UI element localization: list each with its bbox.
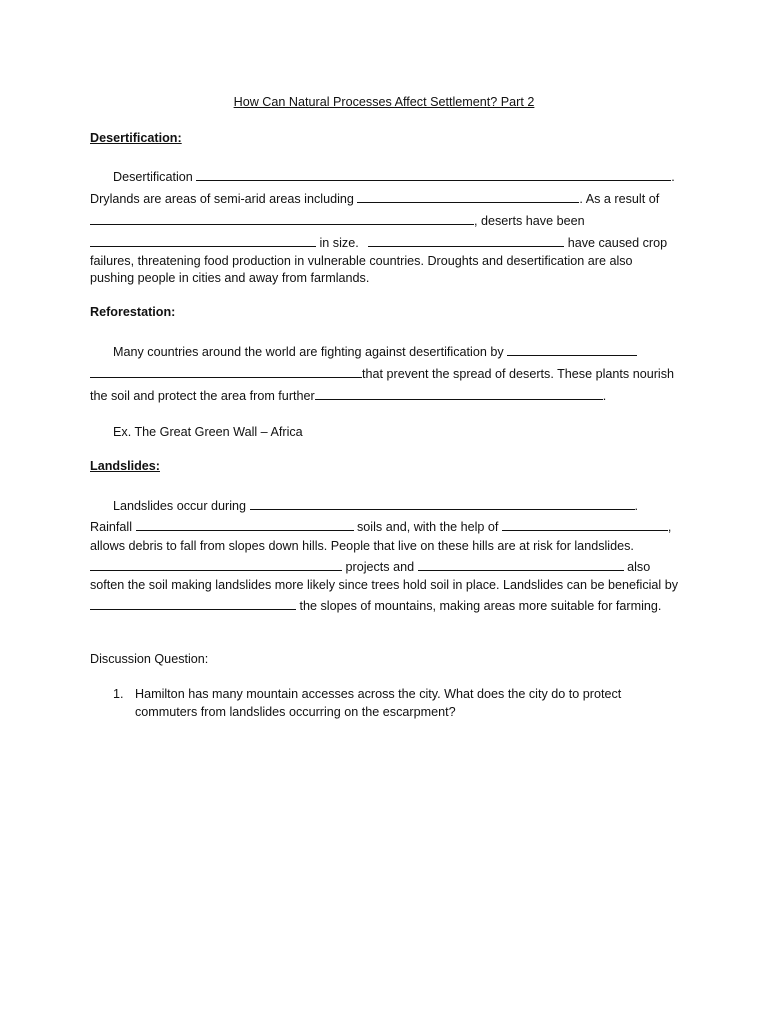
- discussion-heading: Discussion Question:: [90, 652, 209, 666]
- desertification-line-3: [90, 212, 585, 229]
- landslides-text: projects and: [345, 560, 415, 574]
- landslides-line-1: [113, 497, 638, 514]
- question-line-2: commuters from landslides occurring on the escarpment?: [135, 705, 456, 719]
- fill-blank[interactable]: [357, 190, 579, 203]
- landslides-text: soils and, with the help of: [357, 520, 499, 534]
- page-title: How Can Natural Processes Affect Settlement? Part 2: [233, 95, 535, 109]
- landslides-text: Landslides occur during: [113, 499, 247, 513]
- desertification-text: in size.: [319, 236, 359, 250]
- reforestation-text: Many countries around the world are fighting against desertification by: [113, 345, 504, 359]
- period: .: [671, 170, 675, 184]
- fill-blank[interactable]: [315, 387, 603, 400]
- fill-blank[interactable]: [90, 234, 316, 247]
- landslides-text: also: [627, 560, 651, 574]
- landslides-text: the slopes of mountains, making areas more suitable for farming.: [299, 599, 662, 613]
- desertification-text: Drylands are areas of semi-arid areas including: [90, 192, 354, 206]
- reforestation-text: that prevent the spread of deserts. These plants nourish: [362, 367, 675, 381]
- desertification-line-4: [90, 234, 667, 251]
- reforestation-text: the soil and protect the area from further: [90, 389, 315, 403]
- landslides-line-2: [90, 518, 671, 535]
- fill-blank[interactable]: [90, 597, 296, 610]
- landslides-line-4: [90, 558, 650, 575]
- fill-blank[interactable]: [507, 343, 637, 356]
- fill-blank[interactable]: [136, 518, 354, 531]
- desertification-line-6: pushing people in cities and away from farmlands.: [90, 271, 370, 285]
- reforestation-example: Ex. The Great Green Wall – Africa: [113, 425, 303, 439]
- fill-blank[interactable]: [90, 212, 474, 225]
- landslides-text: Rainfall: [90, 520, 132, 534]
- landslides-line-3: allows debris to fall from slopes down hills. People that live on these hills are at risk for landslides.: [90, 539, 634, 553]
- desertification-lead: Desertification: [113, 170, 193, 184]
- desertification-line-1: [113, 168, 675, 185]
- question-number: 1.: [113, 687, 124, 701]
- fill-blank[interactable]: [196, 168, 671, 181]
- fill-blank[interactable]: [90, 558, 342, 571]
- desertification-text: . As a result of: [579, 192, 660, 206]
- fill-blank[interactable]: [418, 558, 624, 571]
- desertification-line-2: [90, 190, 659, 207]
- reforestation-line-3: [90, 387, 606, 404]
- desertification-text: have caused crop: [567, 236, 668, 250]
- question-line-1: Hamilton has many mountain accesses across the city. What does the city do to protect: [135, 687, 622, 701]
- period: .: [602, 389, 607, 403]
- fill-blank[interactable]: [368, 234, 564, 247]
- period: .: [634, 499, 639, 513]
- reforestation-line-1: [113, 343, 637, 360]
- reforestation-heading: Reforestation:: [90, 305, 176, 319]
- desertification-text: , deserts have been: [474, 214, 585, 228]
- landslides-heading: Landslides:: [90, 459, 160, 473]
- fill-blank[interactable]: [502, 518, 668, 531]
- fill-blank[interactable]: [90, 365, 362, 378]
- landslides-line-6: [90, 597, 661, 614]
- comma: ,: [667, 520, 672, 534]
- desertification-line-5: failures, threatening food production in vulnerable countries. Droughts and desertification are also: [90, 254, 633, 268]
- landslides-line-5: soften the soil making landslides more likely since trees hold soil in place. Landslides can be beneficial by: [90, 578, 679, 592]
- desertification-heading: Desertification:: [90, 131, 182, 145]
- reforestation-line-2: [90, 365, 674, 382]
- fill-blank[interactable]: [250, 497, 635, 510]
